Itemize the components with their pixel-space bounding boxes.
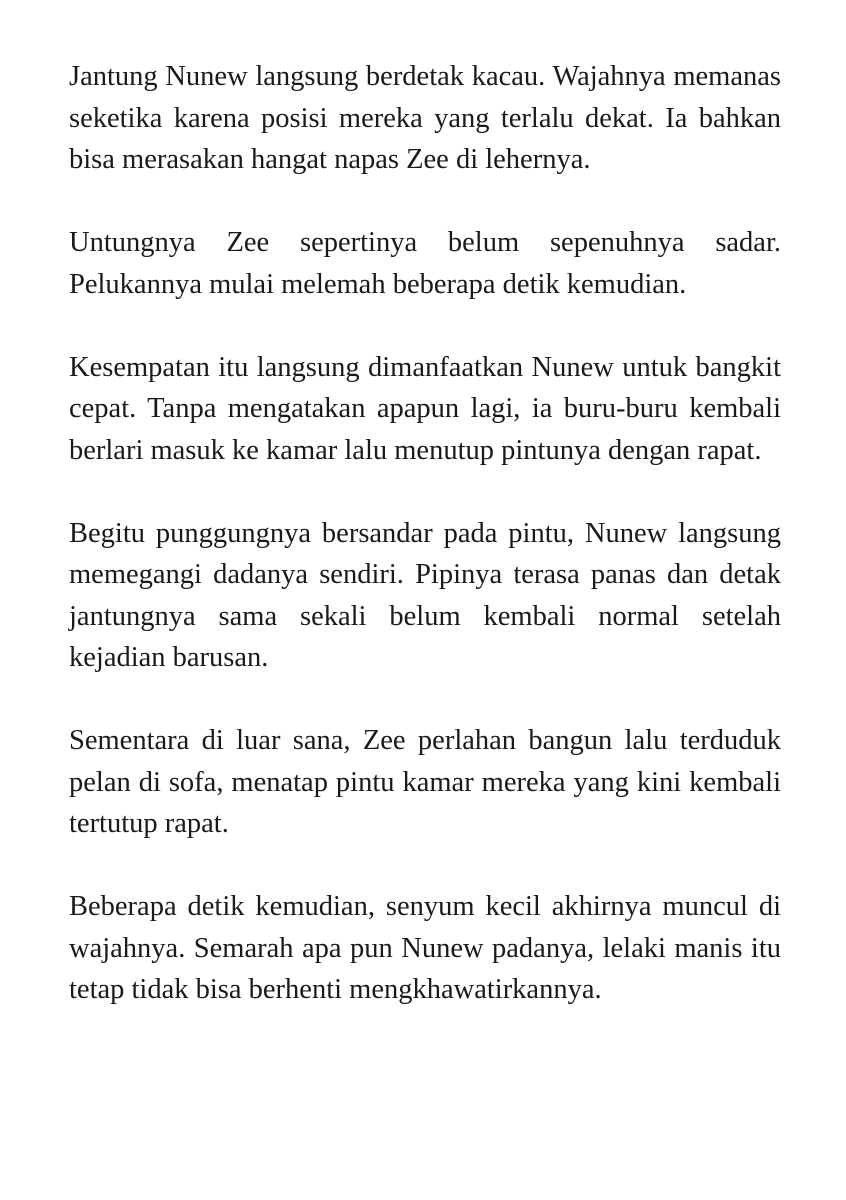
- paragraph-3: Kesempatan itu langsung dimanfaatkan Nunew untuk bangkit cepat. Tanpa mengatakan apapun lagi, ia buru-buru kembali berlari masuk ke kamar lalu menutup pintunya dengan rapat.: [69, 351, 781, 466]
- paragraph-5: Sementara di luar sana, Zee perlahan bangun lalu terduduk pelan di sofa, menatap pintu kamar mereka yang kini kembali tertutup rapat.: [69, 725, 781, 839]
- paragraph-1: Jantung Nunew langsung berdetak kacau. Wajahnya memanas seketika karena posisi mereka yang terlalu dekat. Ia bahkan bisa merasakan hangat napas Zee di lehernya.: [69, 61, 781, 175]
- paragraph-6: Beberapa detik kemudian, senyum kecil akhirnya muncul di wajahnya. Semarah apa pun Nunew padanya, lelaki manis itu tetap tidak bisa berhenti mengkhawatirkannya.: [69, 891, 781, 1005]
- story-page: [69, 56, 781, 1011]
- paragraph-2: Untungnya Zee sepertinya belum sepenuhnya sadar. Pelukannya mulai melemah beberapa detik kemudian.: [69, 227, 781, 300]
- paragraph-4: Begitu punggungnya bersandar pada pintu, Nunew langsung memegangi dadanya sendiri. Pipinya terasa panas dan detak jantungnya sama sekali belum kembali normal setelah kejadian barusan.: [69, 517, 781, 673]
